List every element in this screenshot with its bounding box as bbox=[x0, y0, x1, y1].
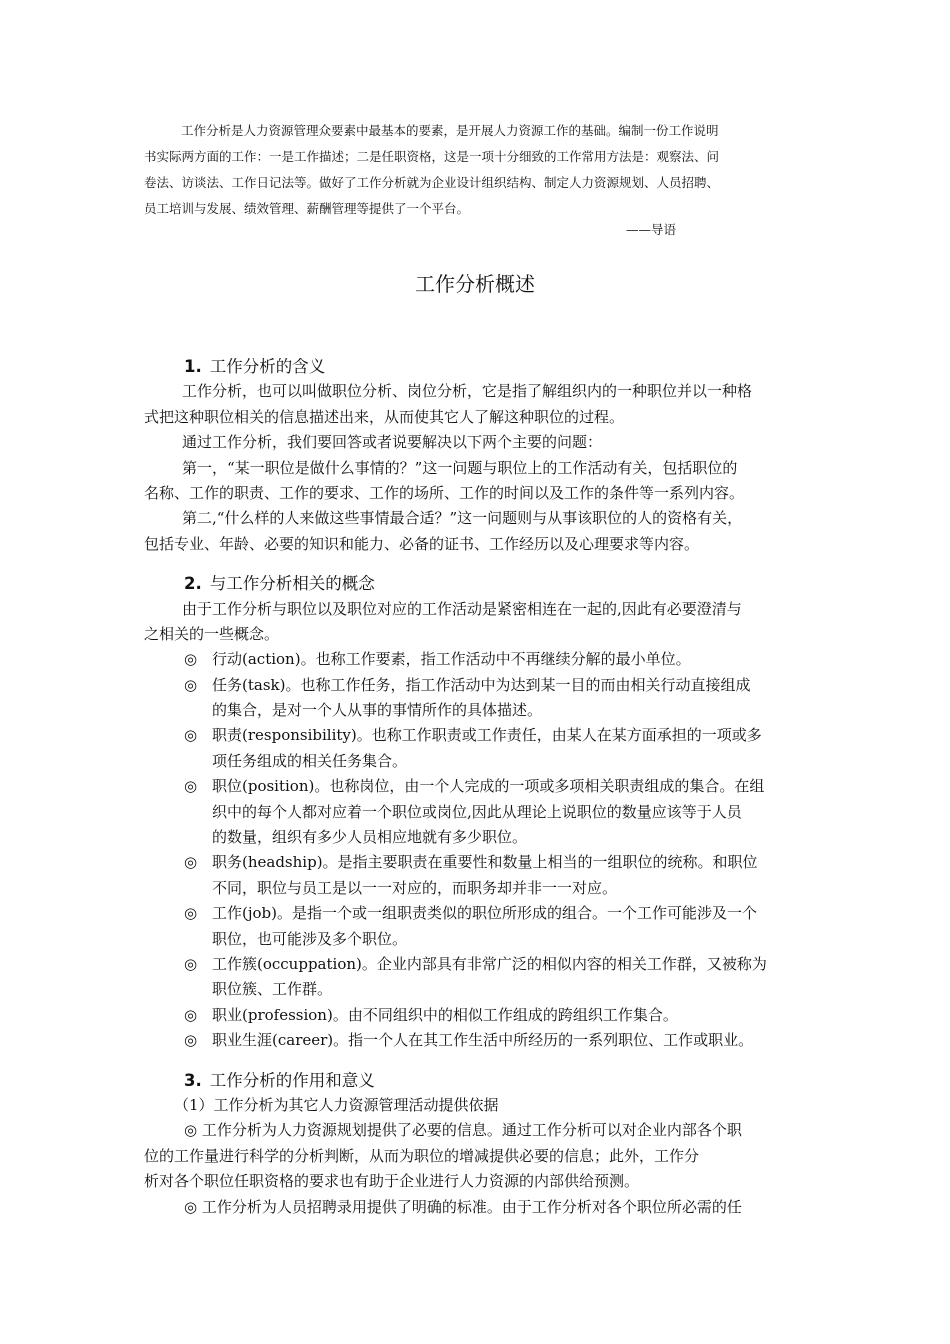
paragraph-line: 析对各个职位任职资格的要求也有助于企业进行人力资源的内部供给预测。 bbox=[144, 1172, 640, 1191]
bullet-item bbox=[144, 673, 808, 698]
bullet-continuation: 织中的每个人都对应着一个职位或岗位,因此从理论上说职位的数量应该等于人员 bbox=[212, 802, 742, 821]
document-body bbox=[144, 354, 808, 1220]
bullet-mark: ◎ bbox=[184, 954, 198, 973]
bullet-item bbox=[144, 901, 808, 926]
bullet-text: 任务(task)。也称工作任务，指工作活动中为达到某一目的而由相关行动直接组成 bbox=[212, 675, 751, 694]
bullet-text: 行动(action)。也称工作要素，指工作活动中不再继续分解的最小单位。 bbox=[212, 650, 691, 669]
paragraph-line: 包括专业、年龄、必要的知识和能力、必备的证书、工作经历以及心理要求等内容。 bbox=[144, 534, 700, 553]
paragraph-line: 通过工作分析，我们要回答或者说要解决以下两个主要的问题： bbox=[182, 433, 603, 452]
paragraph-line: 位的工作量进行科学的分析判断，从而为职位的增减提供必要的信息；此外，工作分 bbox=[144, 1146, 700, 1165]
paragraph-line: 名称、工作的职责、工作的要求、工作的场所、工作的时间以及工作的条件等一系列内容。 bbox=[144, 483, 745, 502]
page-title: 工作分析概述 bbox=[415, 272, 535, 296]
bullet-mark: ◎ bbox=[184, 853, 198, 872]
paragraph-line: 由于工作分析与职位以及职位对应的工作活动是紧密相连在一起的,因此有必要澄清与 bbox=[182, 599, 742, 618]
section-number: 2. bbox=[184, 574, 202, 594]
bullet-mark: ◎ bbox=[184, 675, 198, 694]
bullet-item bbox=[144, 723, 808, 748]
paragraph-line: 式把这种职位相关的信息描述出来，从而使其它人了解这种职位的过程。 bbox=[144, 407, 625, 426]
bullet-item bbox=[144, 952, 808, 977]
subsection-heading: （1）工作分析为其它人力资源管理活动提供依据 bbox=[174, 1095, 499, 1114]
bullet-continuation: 不同，职位与员工是以一一对应的，而职务却并非一一对应。 bbox=[212, 878, 618, 897]
bullet-continuation: 项任务组成的相关任务集合。 bbox=[212, 751, 408, 770]
paragraph-line: 工作分析，也可以叫做职位分析、岗位分析，它是指了解组织内的一种职位并以一种格 bbox=[182, 382, 753, 401]
section-number: 1. bbox=[184, 357, 202, 376]
bullet-item bbox=[144, 1028, 808, 1053]
intro-line: 卷法、访谈法、工作日记法等。做好了工作分析就为企业设计组织结构、制定人力资源规划、人员招聘、 bbox=[144, 175, 720, 190]
bullet-item bbox=[144, 1003, 808, 1028]
bullet-continuation: 的集合，是对一个人从事的事情所作的具体描述。 bbox=[212, 701, 543, 720]
bullet-text: 职务(headship)。是指主要职责在重要性和数量上相当的一组职位的统称。和职位 bbox=[212, 853, 758, 872]
intro-line: 员工培训与发展、绩效管理、薪酬管理等提供了一个平台。 bbox=[144, 201, 470, 216]
bullet-mark: ◎ bbox=[184, 777, 198, 796]
bullet-text: 工作簇(occuppation)。企业内部具有非常广泛的相似内容的相关工作群，又被称为 bbox=[212, 954, 767, 973]
bullet-text: 职责(responsibility)。也称工作职责或工作责任，由某人在某方面承担的一项或多 bbox=[212, 726, 762, 745]
paragraph-line: ◎ 工作分析为人力资源规划提供了必要的信息。通过工作分析可以对企业内部各个职 bbox=[184, 1121, 742, 1140]
bullet-mark: ◎ bbox=[184, 1005, 198, 1024]
bullet-text: 工作(job)。是指一个或一组职责类似的职位所形成的组合。一个工作可能涉及一个 bbox=[212, 904, 757, 923]
bullet-item bbox=[144, 850, 808, 875]
section-title: 工作分析的作用和意义 bbox=[209, 1070, 375, 1090]
bullet-text: 职业(profession)。由不同组织中的相似工作组成的跨组织工作集合。 bbox=[212, 1005, 678, 1024]
bullet-mark: ◎ bbox=[184, 1031, 198, 1050]
paragraph-line: 第一，“某一职位是做什么事情的？”这一问题与职位上的工作活动有关，包括职位的 bbox=[182, 458, 738, 477]
section-title: 工作分析的含义 bbox=[209, 357, 326, 376]
section-heading bbox=[144, 354, 808, 379]
section-title: 与工作分析相关的概念 bbox=[209, 574, 375, 594]
paragraph-line: 之相关的一些概念。 bbox=[144, 624, 280, 643]
bullet-mark: ◎ bbox=[184, 726, 198, 745]
bullet-text: 职业生涯(career)。指一个人在其工作生活中所经历的一系列职位、工作或职业。 bbox=[212, 1031, 754, 1050]
intro-line: 工作分析是人力资源管理众要素中最基本的要素，是开展人力资源工作的基础。编制一份工作说明 bbox=[181, 123, 719, 138]
paragraph-line: 第二,“什么样的人来做这些事情最合适？”这一问题则与从事该职位的人的资格有关， bbox=[182, 509, 743, 528]
section-number: 3. bbox=[184, 1070, 202, 1090]
bullet-text: 职位(position)。也称岗位，由一个人完成的一项或多项相关职责组成的集合。在组 bbox=[212, 777, 765, 796]
bullet-item bbox=[144, 774, 808, 799]
section-heading bbox=[144, 571, 808, 596]
bullet-continuation: 的数量，组织有多少人员相应地就有多少职位。 bbox=[212, 828, 528, 847]
bullet-mark: ◎ bbox=[184, 904, 198, 923]
intro-line: 书实际两方面的工作：一是工作描述；二是任职资格，这是一项十分细致的工作常用方法是：观察法、问 bbox=[144, 149, 720, 164]
intro-signature: ——导语 bbox=[626, 222, 677, 237]
intro-paragraph bbox=[144, 118, 808, 222]
paragraph-line: ◎ 工作分析为人员招聘录用提供了明确的标准。由于工作分析对各个职位所必需的任 bbox=[184, 1197, 742, 1216]
bullet-item bbox=[144, 647, 808, 672]
bullet-continuation: 职位簇、工作群。 bbox=[212, 980, 333, 999]
section-heading bbox=[144, 1068, 808, 1093]
bullet-mark: ◎ bbox=[184, 650, 198, 669]
bullet-continuation: 职位，也可能涉及多个职位。 bbox=[212, 929, 408, 948]
